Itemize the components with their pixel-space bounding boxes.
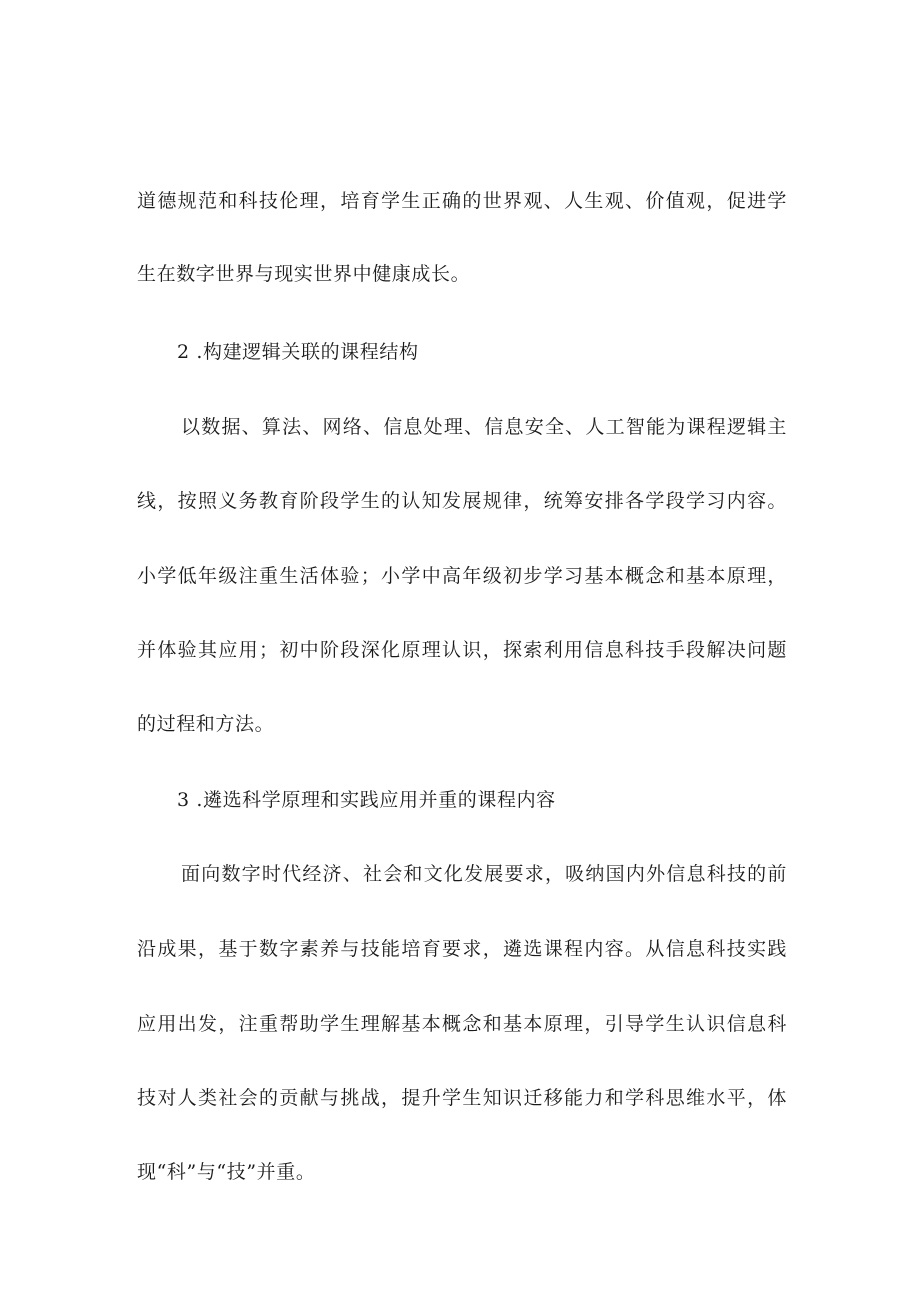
paragraph-2-line-2: 线，按照义务教育阶段学生的认知发展规律，统筹安排各学段学习内容。	[137, 490, 787, 512]
paragraph-2-line-3: 小学低年级注重生活体验；小学中高年级初步学习基本概念和基本原理，	[137, 565, 787, 587]
paragraph-3-line-1: 面向数字时代经济、社会和文化发展要求，吸纳国内外信息科技的前	[181, 863, 787, 885]
paragraph-1-line-1: 道德规范和科技伦理，培育学生正确的世界观、人生观、价值观，促进学	[137, 190, 787, 212]
paragraph-2-line-1: 以数据、算法、网络、信息处理、信息安全、人工智能为课程逻辑主	[181, 416, 787, 438]
paragraph-3-line-2: 沿成果，基于数字素养与技能培育要求，遴选课程内容。从信息科技实践	[137, 938, 787, 960]
paragraph-3-line-3: 应用出发，注重帮助学生理解基本概念和基本原理，引导学生认识信息科	[137, 1013, 787, 1035]
section-heading-3: 3 .遴选科学原理和实践应用并重的课程内容	[177, 789, 556, 811]
paragraph-2-line-5: 的过程和方法。	[137, 713, 275, 735]
paragraph-3-line-5: 现“科”与“技”并重。	[137, 1161, 316, 1183]
section-heading-2: 2 .构建逻辑关联的课程结构	[177, 341, 419, 363]
paragraph-1-line-2: 生在数字世界与现实世界中健康成长。	[137, 263, 471, 285]
paragraph-2-line-4: 并体验其应用；初中阶段深化原理认识，探索利用信息科技手段解决问题	[137, 639, 787, 661]
paragraph-3-line-4: 技对人类社会的贡献与挑战，提升学生知识迁移能力和学科思维水平，体	[137, 1087, 787, 1109]
